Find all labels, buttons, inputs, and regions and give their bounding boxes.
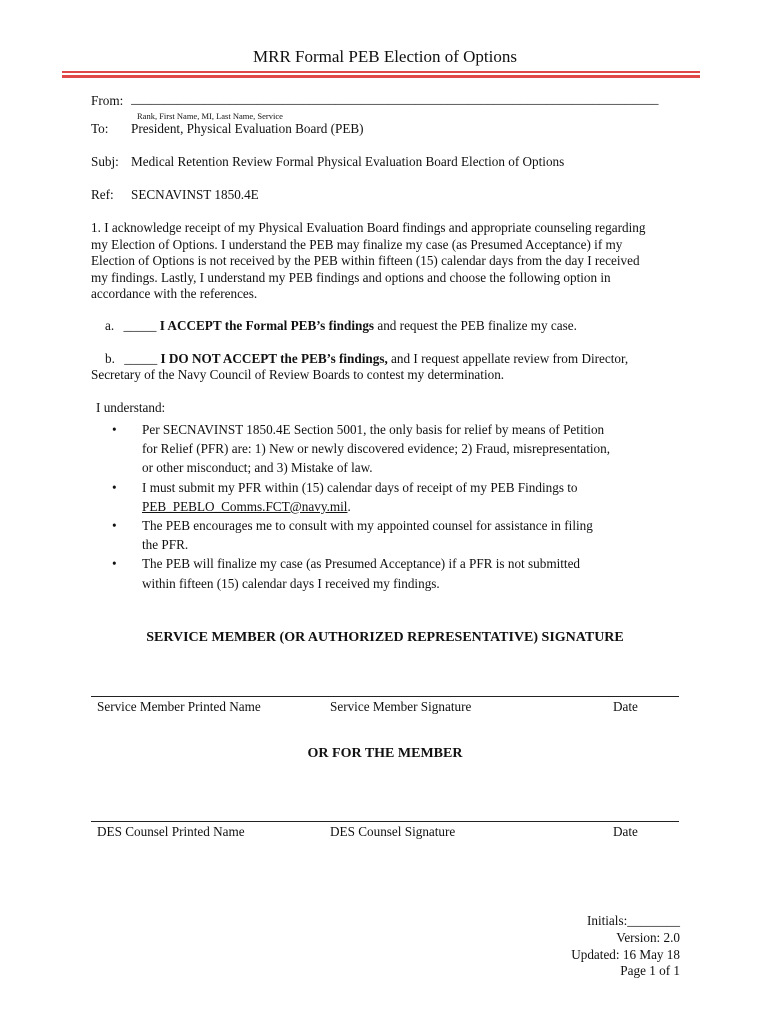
counsel-signature-label: DES Counsel Signature [330, 824, 456, 839]
paragraph-line: accordance with the references. [91, 286, 258, 302]
understand-bullet-list [112, 420, 672, 593]
option-a [105, 318, 577, 334]
updated-text: Updated: 16 May 18 [571, 947, 680, 962]
bullet-icon: • [112, 422, 117, 437]
bullet-text: or other misconduct; and 3) Mistake of law. [142, 460, 373, 476]
ref-label: Ref: [91, 187, 114, 202]
bullet-text: Per SECNAVINST 1850.4E Section 5001, the only basis for relief by means of Petition [142, 422, 605, 437]
to-value: President, Physical Evaluation Board (PEB) [131, 121, 364, 136]
counsel-date-label: Date [613, 824, 638, 839]
option-b [105, 351, 628, 367]
option-a-accept-text: I ACCEPT the Formal PEB’s findings [159, 318, 375, 333]
bullet-text: within fifteen (15) calendar days I received my findings. [142, 575, 440, 591]
bullet-icon: • [112, 518, 117, 534]
bullet-text: for Relief (PFR) are: 1) New or newly discovered evidence; 2) Fraud, misrepresentation, [142, 441, 611, 457]
from-field-hint: Rank, First Name, MI, Last Name, Service [137, 111, 283, 121]
counsel-printed-name-label: DES Counsel Printed Name [97, 824, 245, 839]
header-rule-top [62, 71, 700, 73]
to-label: To: [91, 121, 109, 136]
paragraph-line: my findings. Lastly, I understand my PEB findings and options and choose the following option in [91, 269, 611, 285]
acknowledgement-paragraph [91, 220, 691, 303]
version-text: Version: 2.0 [616, 930, 680, 945]
email-link[interactable]: PEB_PEBLO_Comms.FCT@navy.mil [142, 498, 348, 514]
list-item [112, 554, 672, 592]
ref-value: SECNAVINST 1850.4E [131, 187, 259, 202]
option-b-checkbox-blank[interactable]: _____ [124, 351, 158, 366]
from-blank-field[interactable]: ________________________________________________________________________________ [131, 91, 659, 106]
bullet-text: I must submit my PFR within (15) calendar days of receipt of my PEB Findings to [142, 479, 578, 495]
member-signature-line[interactable] [91, 696, 679, 697]
bullet-text: . [347, 498, 351, 514]
option-a-rest: and request the PEB finalize my case. [374, 318, 577, 333]
paragraph-line: Election of Options is not received by the PEB within fifteen (15) calendar days from the day I received [91, 253, 640, 269]
list-item [112, 516, 672, 554]
signature-heading: SERVICE MEMBER (OR AUTHORIZED REPRESENTATIVE) SIGNATURE [146, 630, 624, 645]
paragraph-line: my Election of Options. I understand the PEB may finalize my case (as Presumed Acceptance) if my [91, 236, 623, 252]
initials-field[interactable]: Initials:________ [586, 913, 680, 928]
list-item [112, 420, 672, 478]
counsel-signature-line[interactable] [91, 821, 679, 822]
option-b-rest: and I request appellate review from Director, [387, 351, 629, 366]
page-number: Page 1 of 1 [620, 963, 680, 978]
bullet-text: the PFR. [142, 537, 189, 553]
bullet-text: The PEB will finalize my case (as Presumed Acceptance) if a PFR is not submitted [142, 556, 581, 572]
member-signature-label: Service Member Signature [330, 699, 472, 714]
document-title: MRR Formal PEB Election of Options [253, 47, 517, 66]
option-a-prefix: a. [105, 318, 115, 333]
or-for-member-heading: OR FOR THE MEMBER [307, 746, 463, 761]
member-date-label: Date [613, 699, 638, 714]
member-printed-name-label: Service Member Printed Name [97, 699, 261, 714]
subj-label: Subj: [91, 154, 119, 169]
paragraph-line: 1. I acknowledge receipt of my Physical Evaluation Board findings and appropriate counseling regarding [91, 220, 646, 235]
header-rule-bottom [62, 75, 700, 78]
option-b-line2: Secretary of the Navy Council of Review Boards to contest my determination. [91, 367, 505, 382]
option-a-checkbox-blank[interactable]: _____ [123, 318, 157, 333]
understand-intro: I understand: [96, 400, 166, 415]
bullet-icon: • [112, 556, 117, 572]
subj-value: Medical Retention Review Formal Physical Evaluation Board Election of Options [131, 154, 565, 169]
bullet-text: The PEB encourages me to consult with my appointed counsel for assistance in filing [142, 518, 593, 534]
from-label: From: [91, 93, 124, 108]
bullet-icon: • [112, 479, 117, 495]
option-b-decline-text: I DO NOT ACCEPT the PEB’s findings, [160, 351, 388, 366]
list-item [112, 478, 672, 516]
option-b-prefix: b. [105, 351, 115, 366]
